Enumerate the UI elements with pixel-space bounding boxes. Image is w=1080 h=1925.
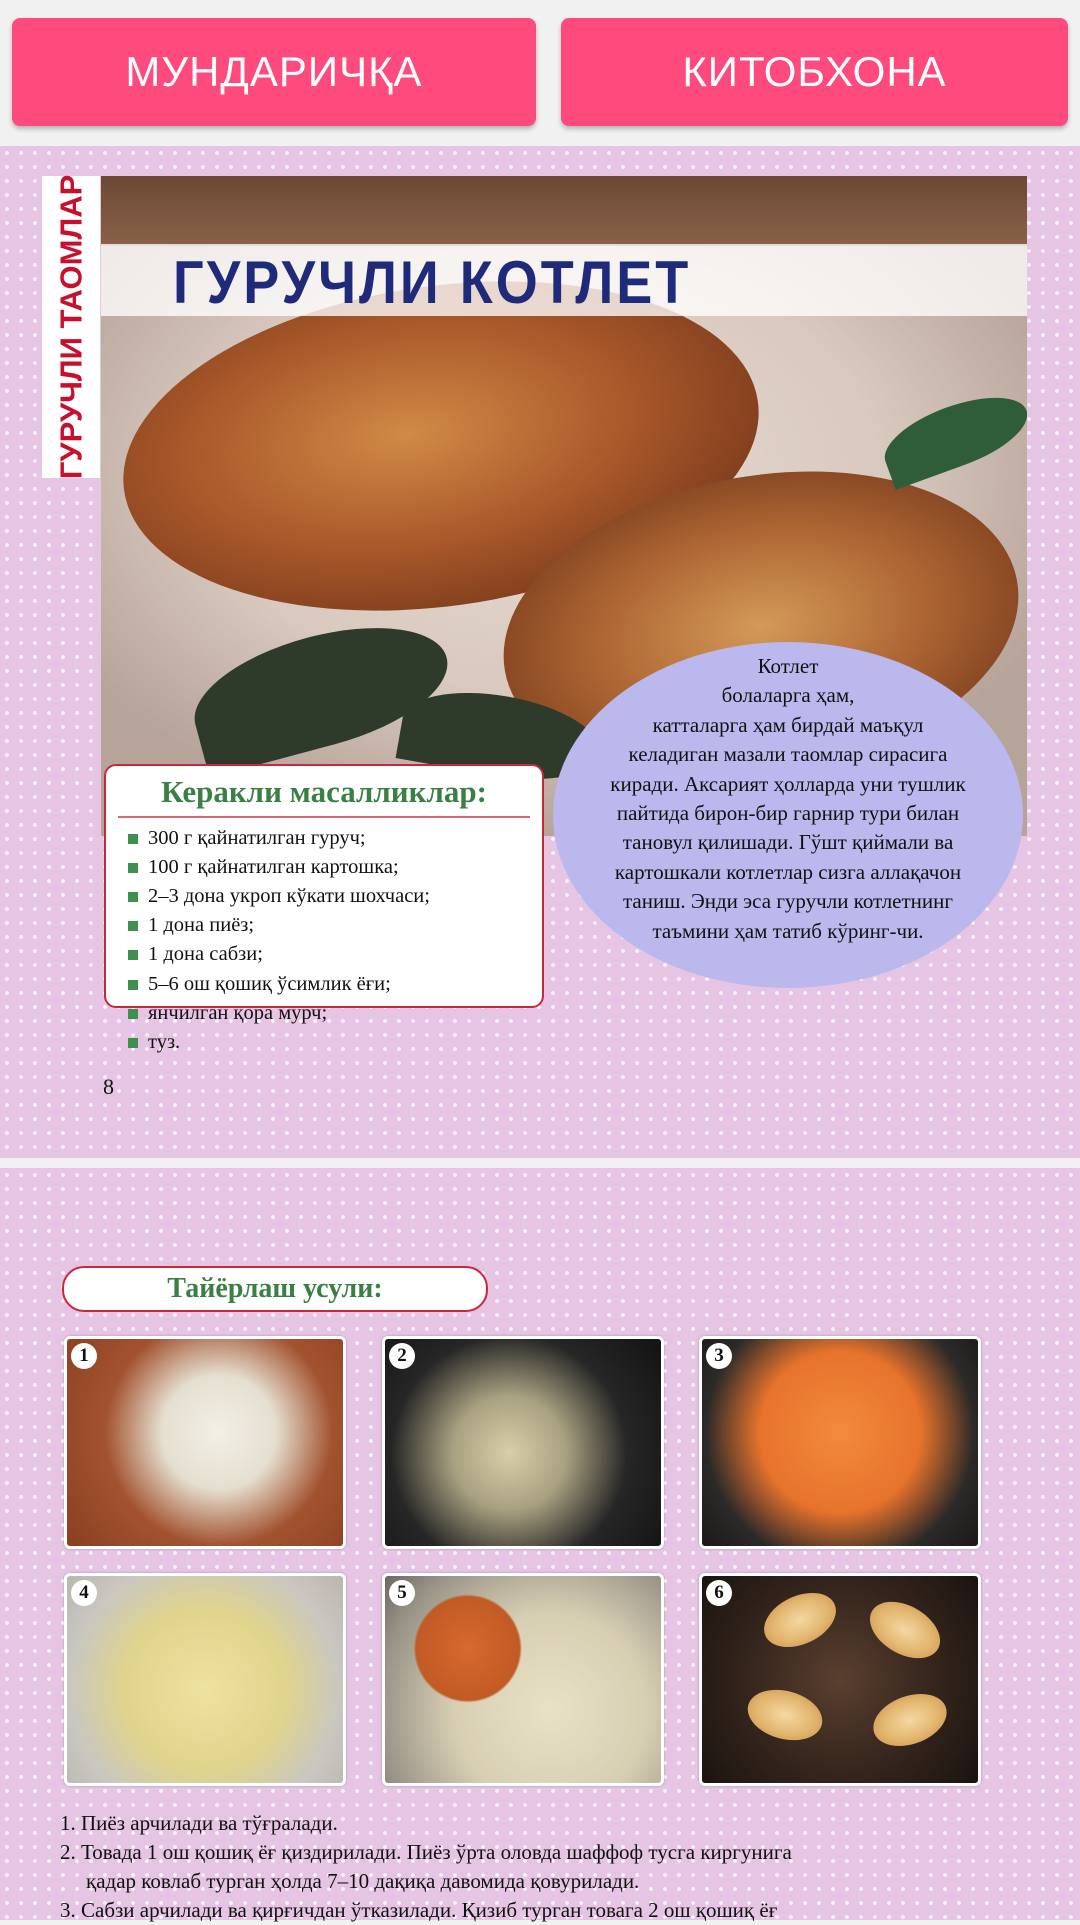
description-line: келадиган мазали таомлар сирасига: [628, 742, 948, 767]
step-photo-6: [699, 1573, 981, 1786]
wood-background: [101, 176, 1027, 246]
ingredients-title: Керакли масалликлар:: [161, 774, 487, 809]
cutlet-image: [866, 1684, 954, 1755]
chapter-tab: [42, 176, 100, 478]
description-line: киради. Аксарият ҳолларда уни тушлик: [610, 771, 966, 796]
step-number: 2: [389, 1343, 415, 1369]
step-number: 3: [706, 1343, 732, 1369]
description-line: пайтида бирон-бир гарнир тури билан: [616, 801, 960, 826]
method-step-line: 3. Сабзи арчилади ва қирғичдан ўтказилади. Қизиб турган товага 2 ош қошиқ ёғ: [60, 1898, 778, 1922]
cutlet-image: [742, 1682, 828, 1748]
description-line: болаларга ҳам,: [721, 683, 855, 708]
library-button[interactable]: КИТОБХОНА: [561, 18, 1068, 126]
ingredient-item: 2–3 дона укроп кўкати шохчаси;: [128, 882, 542, 911]
ingredients-box: [104, 764, 544, 1053]
step-photo-4: [64, 1573, 346, 1786]
step-photo-3: [699, 1336, 981, 1549]
step-photo-1: [64, 1336, 346, 1549]
parsley-leaf: [875, 382, 1027, 490]
recipe-title-band: [101, 244, 1027, 316]
cutlet-image: [860, 1590, 950, 1670]
chapter-tab-label: ГУРУЧЛИ ТАОМЛАР: [53, 174, 88, 480]
method-step-line: 1. Пиёз арчилади ва тўғралади.: [60, 1811, 338, 1835]
method-steps: [60, 1809, 1060, 1925]
page-number: 8: [103, 1074, 114, 1099]
description-line: катталарга ҳам бирдай маъқул: [652, 712, 924, 737]
recipe-title: ГУРУЧЛИ КОТЛЕТ: [173, 249, 692, 317]
ingredient-item: 300 г қайнатилган гуруч;: [128, 824, 542, 853]
ingredient-item: 1 дона пиёз;: [128, 911, 542, 940]
step-photo-2: [382, 1336, 664, 1549]
divider: [118, 816, 530, 818]
step-number: 1: [71, 1343, 97, 1369]
book-page-9: [0, 1168, 1080, 1920]
method-title: Тайёрлаш усули:: [62, 1266, 488, 1312]
description-line: таъмини ҳам татиб кўринг-чи.: [652, 918, 924, 943]
step-number: 5: [389, 1580, 415, 1606]
ingredient-item: туз.: [128, 1028, 542, 1057]
description-line: таниш. Энди эса гуручли котлетнинг: [622, 889, 954, 914]
ingredient-item: янчилган қора мурч;: [128, 999, 542, 1028]
contents-button[interactable]: МУНДАРИЧҚА: [12, 18, 536, 126]
recipe-description: [565, 652, 1011, 946]
ingredient-item: 5–6 ош қошиқ ўсимлик ёғи;: [128, 970, 542, 999]
ingredient-item: 1 дона сабзи;: [128, 940, 542, 969]
ingredient-item: 100 г қайнатилган картошка;: [128, 853, 542, 882]
cutlet-image: [755, 1582, 844, 1658]
description-line: Котлет: [757, 654, 819, 678]
page-separator: [0, 1158, 1080, 1168]
top-toolbar: [0, 0, 1080, 146]
description-line: картошкали котлетлар сизга аллақачон: [614, 859, 962, 884]
step-number: 4: [71, 1580, 97, 1606]
method-step-line: қадар ковлаб турган ҳолда 7–10 дақиқа давомида қовурилади.: [86, 1869, 640, 1893]
step-photo-5: [382, 1573, 664, 1786]
book-page-8: [0, 146, 1080, 1158]
method-step-line: 2. Товада 1 ош қошиқ ёғ қиздирилади. Пиёз ўрта оловда шаффоф тусга киргунига: [60, 1840, 792, 1864]
step-number: 6: [706, 1580, 732, 1606]
ingredients-list: [106, 824, 542, 1058]
description-line: тановул қилишади. Гўшт қиймали ва: [622, 830, 954, 855]
